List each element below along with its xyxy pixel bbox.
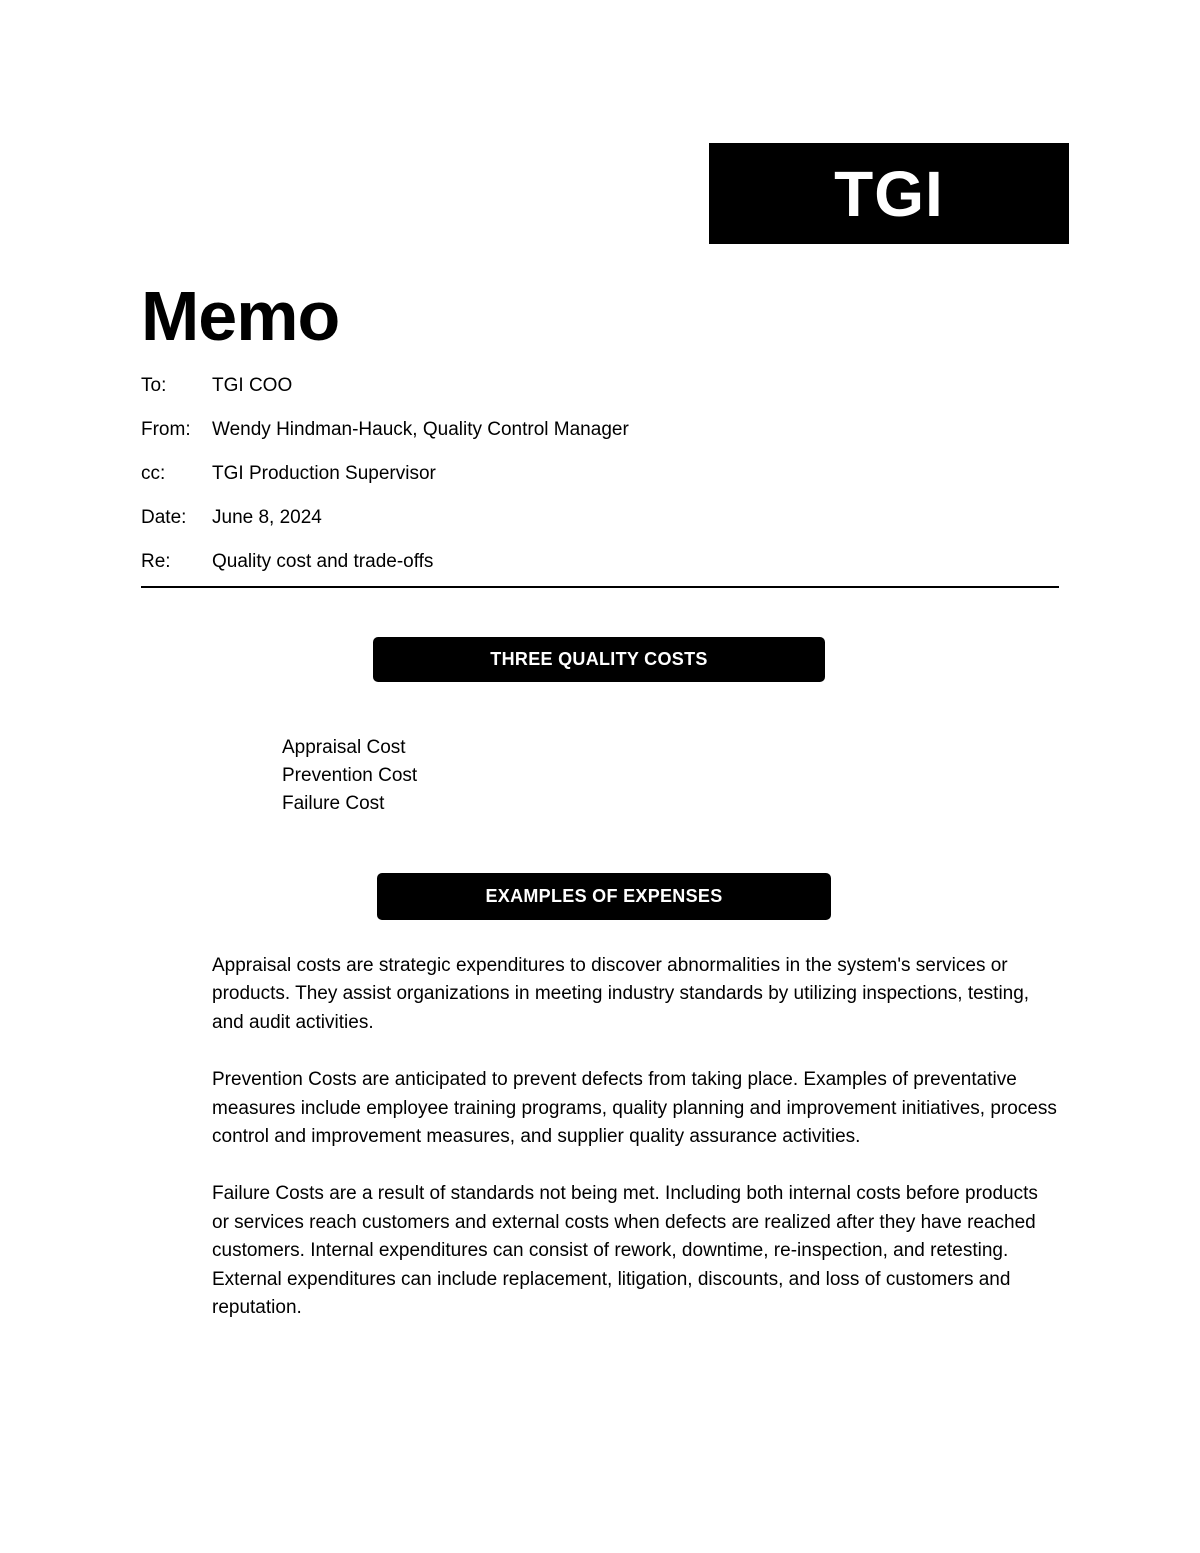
- from-field: [141, 408, 1061, 452]
- examples-body: [212, 952, 1057, 1351]
- quality-costs-heading-text: THREE QUALITY COSTS: [490, 649, 708, 669]
- from-value: Wendy Hindman-Hauck, Quality Control Manager: [212, 419, 629, 440]
- re-value: Quality cost and trade-offs: [212, 551, 434, 572]
- date-label: Date:: [141, 507, 187, 528]
- appraisal-paragraph: Appraisal costs are strategic expenditures to discover abnormalities in the system's services or products. They assist organizations in meeting industry standards by utilizing inspections, testing, and audit activities.: [212, 955, 1030, 1033]
- quality-costs-list: [282, 734, 417, 818]
- memo-header-fields: [141, 364, 1061, 584]
- failure-paragraph: Failure Costs are a result of standards not being met. Including both internal costs before products or services reach customers and external costs when defects are realized after they have reached customers. Internal expenditures can consist of rework, downtime, re-inspection, and retesting. External expenditures can include replacement, litigation, discounts, and loss of customers and reputation.: [212, 1183, 1038, 1319]
- to-value: TGI COO: [212, 375, 293, 396]
- list-item: Appraisal Cost: [282, 737, 406, 758]
- list-item: Failure Cost: [282, 793, 385, 814]
- to-field: [141, 364, 1061, 408]
- examples-heading: [377, 873, 831, 920]
- cc-label: cc:: [141, 463, 166, 484]
- memo-title: Memo: [141, 277, 340, 355]
- company-logo: [709, 143, 1069, 244]
- from-label: From:: [141, 419, 191, 440]
- list-item: Prevention Cost: [282, 765, 418, 786]
- date-value: June 8, 2024: [212, 507, 322, 528]
- cc-value: TGI Production Supervisor: [212, 463, 436, 484]
- cc-field: [141, 452, 1061, 496]
- to-label: To:: [141, 375, 167, 396]
- re-label: Re:: [141, 551, 171, 572]
- date-field: [141, 496, 1061, 540]
- header-divider: [141, 586, 1059, 588]
- re-field: [141, 540, 1061, 584]
- examples-heading-text: EXAMPLES OF EXPENSES: [485, 886, 723, 906]
- logo-text: TGI: [834, 157, 944, 230]
- quality-costs-heading: [373, 637, 825, 682]
- prevention-paragraph: Prevention Costs are anticipated to prevent defects from taking place. Examples of preventative measures include employee training programs, quality planning and improvement initiatives, process control and improvement measures, and supplier quality assurance activities.: [212, 1069, 1057, 1148]
